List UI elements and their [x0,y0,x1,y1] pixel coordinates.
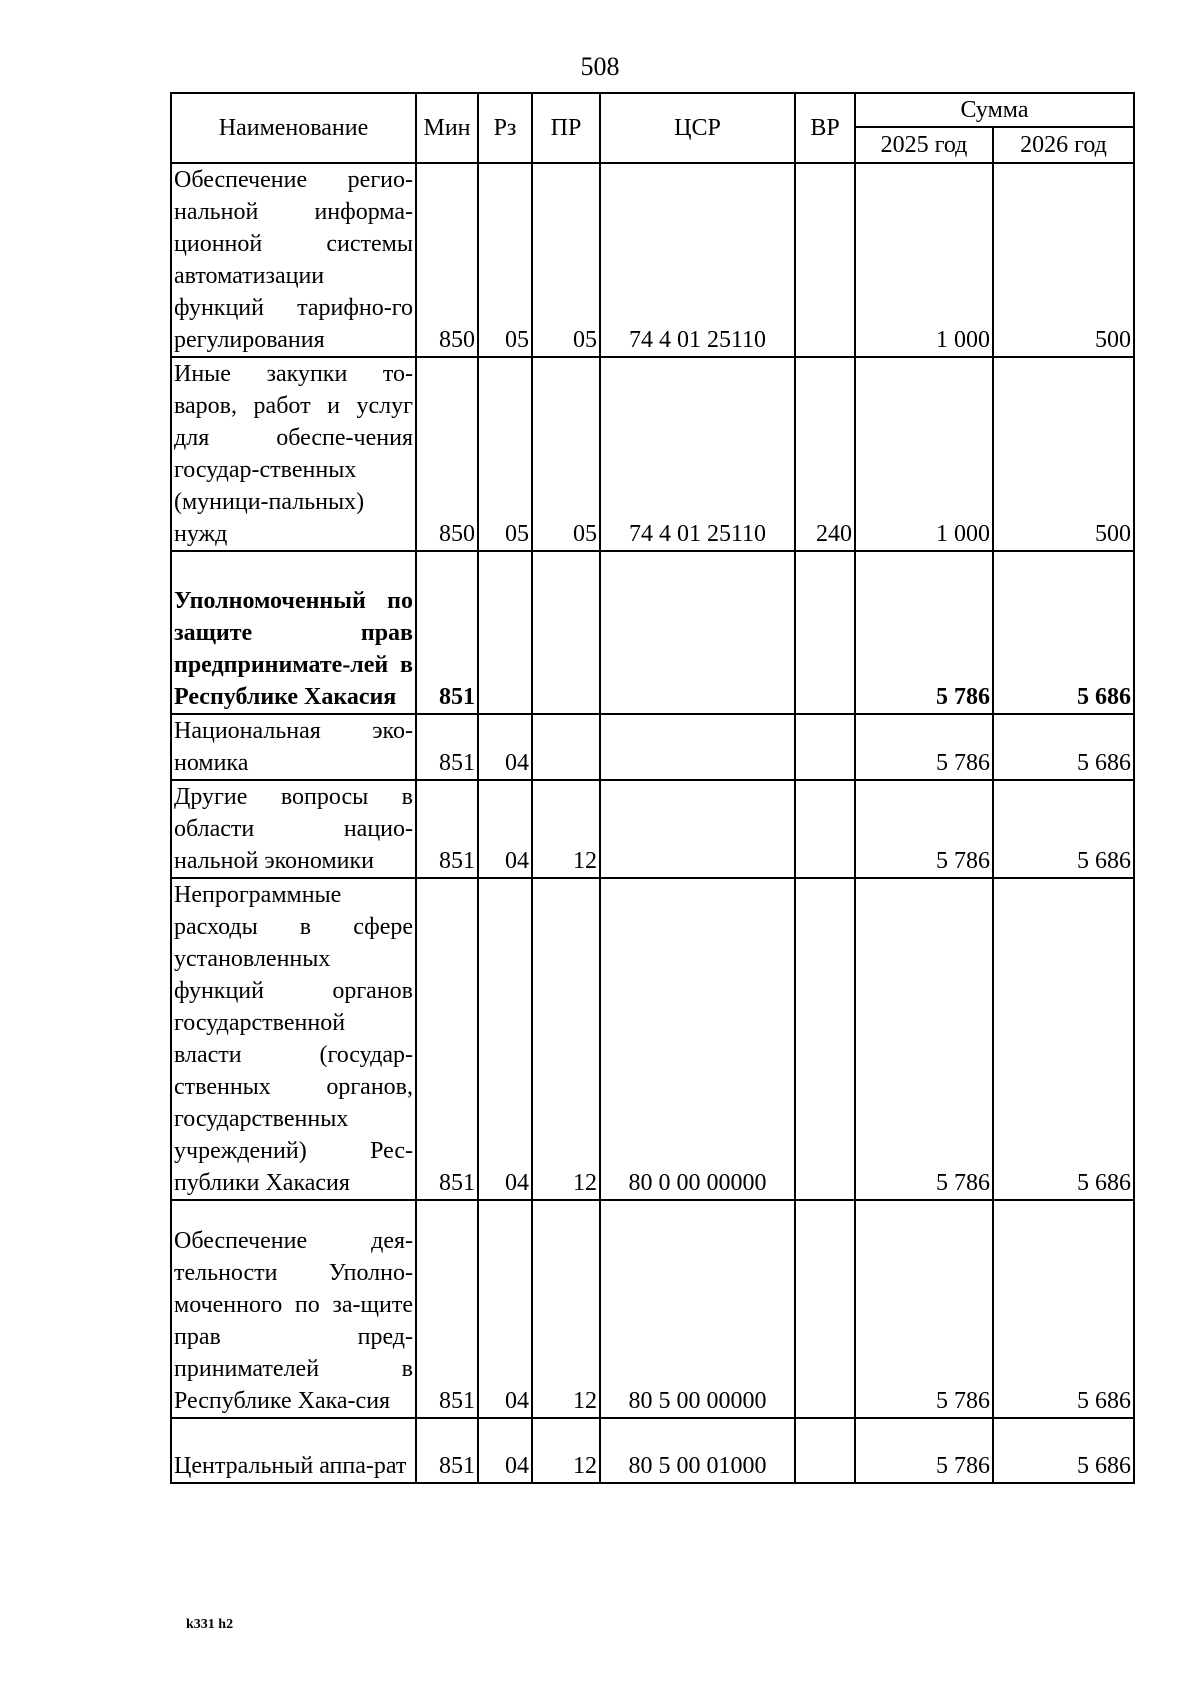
cell-vr [795,1418,855,1483]
cell-vr [795,551,855,714]
cell-min: 851 [416,878,478,1200]
cell-vr [795,1200,855,1418]
cell-rz: 04 [478,1200,532,1418]
cell-sum-2025: 5 786 [855,878,993,1200]
cell-sum-2025: 5 786 [855,780,993,878]
cell-sum-2026: 5 686 [993,1418,1134,1483]
cell-pr: 12 [532,1418,600,1483]
cell-name: Иные закупки то-варов, работ и услуг для обеспе-чения государ-ственных (муници-пальных) нужд [171,357,416,551]
cell-rz: 04 [478,878,532,1200]
cell-name: Другие вопросы в области нацио-нальной экономики [171,780,416,878]
cell-name: Уполномоченный по защите прав предпринимате-лей в Республике Хакасия [171,551,416,714]
cell-rz [478,551,532,714]
cell-name: Непрограммные расходы в сфере установленных функций органов государственной власти (государ-ственных органов, государственных учреждений) Рес-публики Хакасия [171,878,416,1200]
cell-sum-2026: 5 686 [993,878,1134,1200]
header-vr: ВР [795,93,855,163]
budget-table [170,92,1135,1484]
cell-sum-2026: 500 [993,163,1134,357]
table-row [171,878,1134,1200]
cell-min: 851 [416,780,478,878]
header-csr: ЦСР [600,93,795,163]
cell-pr: 05 [532,357,600,551]
cell-csr: 80 5 00 00000 [600,1200,795,1418]
cell-pr: 12 [532,1200,600,1418]
cell-vr [795,163,855,357]
cell-min: 851 [416,1200,478,1418]
cell-name: Обеспечение дея-тельности Уполно-моченного по за-щите прав пред-принимателей в Республике Хака-сия [171,1200,416,1418]
table-row [171,551,1134,714]
cell-min: 850 [416,163,478,357]
cell-vr [795,878,855,1200]
cell-csr: 80 0 00 00000 [600,878,795,1200]
cell-sum-2025: 1 000 [855,357,993,551]
cell-pr: 12 [532,878,600,1200]
table-body [171,163,1134,1483]
cell-sum-2025: 5 786 [855,1418,993,1483]
table-row [171,780,1134,878]
cell-min: 851 [416,714,478,780]
table-row [171,163,1134,357]
header-name: Наименование [171,93,416,163]
header-min: Мин [416,93,478,163]
cell-min: 850 [416,357,478,551]
cell-sum-2025: 5 786 [855,1200,993,1418]
table-row [171,357,1134,551]
table-row [171,1200,1134,1418]
cell-name: Центральный аппа-рат [171,1418,416,1483]
cell-min: 851 [416,1418,478,1483]
cell-sum-2026: 500 [993,357,1134,551]
page-number: 508 [580,52,620,81]
cell-sum-2025: 5 786 [855,551,993,714]
cell-pr: 12 [532,780,600,878]
cell-csr [600,780,795,878]
table-row [171,714,1134,780]
cell-csr [600,551,795,714]
cell-csr [600,714,795,780]
footer-code: k331 h2 [186,1617,234,1632]
header-rz: Рз [478,93,532,163]
header-2025: 2025 год [855,127,993,163]
cell-rz: 05 [478,357,532,551]
header-2026: 2026 год [993,127,1134,163]
cell-sum-2026: 5 686 [993,714,1134,780]
cell-sum-2026: 5 686 [993,551,1134,714]
cell-pr: 05 [532,163,600,357]
cell-csr: 74 4 01 25110 [600,357,795,551]
cell-rz: 05 [478,163,532,357]
cell-name: Национальная эко-номика [171,714,416,780]
cell-rz: 04 [478,714,532,780]
cell-rz: 04 [478,780,532,878]
table-row [171,1418,1134,1483]
cell-csr: 80 5 00 01000 [600,1418,795,1483]
cell-sum-2026: 5 686 [993,780,1134,878]
cell-vr: 240 [795,357,855,551]
cell-vr [795,714,855,780]
cell-name: Обеспечение регио-нальной информа-ционной системы автоматизации функций тарифно-го регулирования [171,163,416,357]
cell-min: 851 [416,551,478,714]
cell-pr [532,714,600,780]
header-pr: ПР [532,93,600,163]
cell-csr: 74 4 01 25110 [600,163,795,357]
cell-sum-2025: 5 786 [855,714,993,780]
cell-rz: 04 [478,1418,532,1483]
cell-vr [795,780,855,878]
cell-pr [532,551,600,714]
cell-sum-2025: 1 000 [855,163,993,357]
header-sum: Сумма [855,93,1134,127]
cell-sum-2026: 5 686 [993,1200,1134,1418]
